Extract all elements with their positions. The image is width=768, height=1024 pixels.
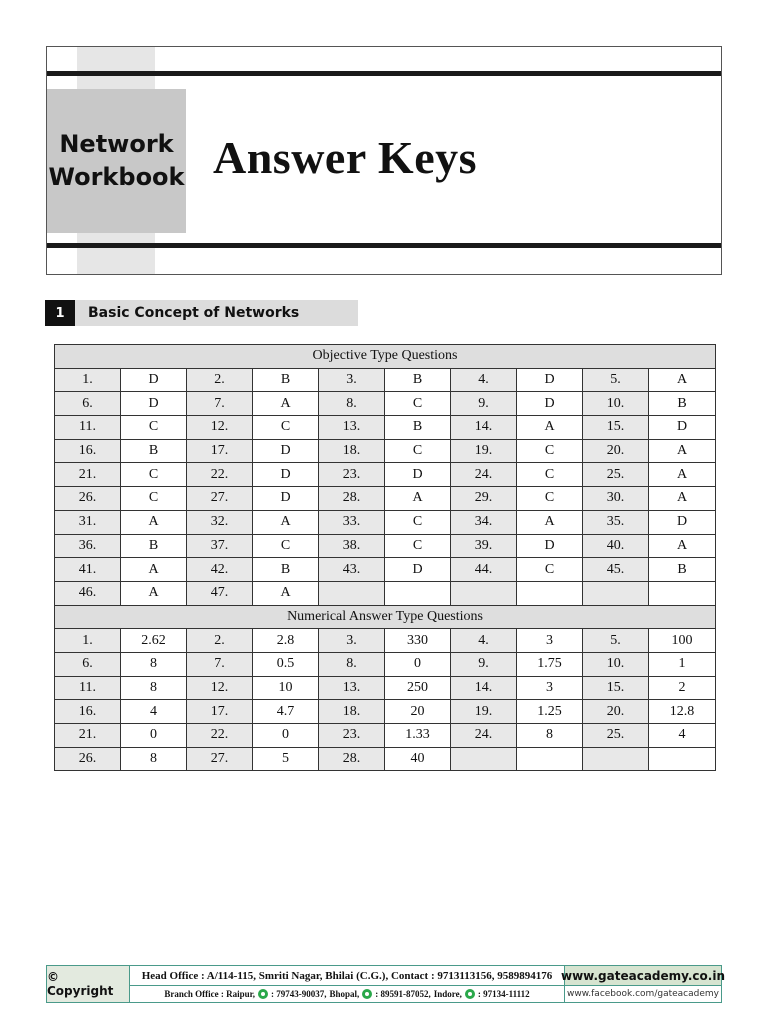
answer-value: C (385, 392, 451, 416)
answer-value: A (253, 510, 319, 534)
answer-value: A (649, 487, 716, 511)
answer-value: 4 (649, 724, 716, 748)
question-number: 12. (187, 416, 253, 440)
answer-value (649, 747, 716, 771)
answer-value: 2.8 (253, 629, 319, 653)
question-number: 15. (583, 416, 649, 440)
question-number: 8. (319, 652, 385, 676)
question-number (451, 747, 517, 771)
question-number: 16. (55, 439, 121, 463)
answer-value: B (253, 368, 319, 392)
question-number: 16. (55, 700, 121, 724)
answer-value: 40 (385, 747, 451, 771)
question-number: 27. (187, 487, 253, 511)
answer-value: C (385, 510, 451, 534)
question-number: 34. (451, 510, 517, 534)
answer-value: 1.75 (517, 652, 583, 676)
answer-value: 330 (385, 629, 451, 653)
answer-value: 12.8 (649, 700, 716, 724)
question-number: 20. (583, 700, 649, 724)
question-number: 39. (451, 534, 517, 558)
answer-value: D (121, 368, 187, 392)
answer-value: A (649, 368, 716, 392)
question-number: 27. (187, 747, 253, 771)
question-number: 3. (319, 368, 385, 392)
question-number: 21. (55, 724, 121, 748)
table-row (55, 416, 716, 440)
question-number: 41. (55, 558, 121, 582)
question-number: 28. (319, 487, 385, 511)
answer-value: C (121, 416, 187, 440)
answer-value: 5 (253, 747, 319, 771)
question-number: 14. (451, 416, 517, 440)
answer-value: A (385, 487, 451, 511)
answer-value: 8 (121, 676, 187, 700)
answer-value: D (649, 416, 716, 440)
question-number: 7. (187, 652, 253, 676)
question-number: 28. (319, 747, 385, 771)
question-number: 33. (319, 510, 385, 534)
answer-value: A (121, 510, 187, 534)
answer-value: 0 (385, 652, 451, 676)
answer-value: D (253, 463, 319, 487)
question-number (451, 581, 517, 605)
question-number: 36. (55, 534, 121, 558)
question-number: 13. (319, 676, 385, 700)
question-number (583, 747, 649, 771)
answer-value: 8 (517, 724, 583, 748)
question-number: 8. (319, 392, 385, 416)
answer-value: B (649, 558, 716, 582)
question-number: 17. (187, 439, 253, 463)
question-number: 10. (583, 652, 649, 676)
answer-value: D (517, 534, 583, 558)
question-number: 9. (451, 392, 517, 416)
chapter-header (46, 46, 722, 275)
question-number: 4. (451, 629, 517, 653)
table-row (55, 439, 716, 463)
answer-value (649, 581, 716, 605)
question-number: 13. (319, 416, 385, 440)
answer-value: C (121, 463, 187, 487)
whatsapp-icon (465, 989, 475, 999)
whatsapp-icon (258, 989, 268, 999)
header-rule-top (47, 71, 721, 76)
answer-value: A (121, 581, 187, 605)
question-number: 17. (187, 700, 253, 724)
table-row (55, 700, 716, 724)
question-number: 1. (55, 368, 121, 392)
question-number: 25. (583, 463, 649, 487)
question-number: 10. (583, 392, 649, 416)
question-number: 3. (319, 629, 385, 653)
answer-value: 2.62 (121, 629, 187, 653)
answer-value: A (253, 392, 319, 416)
question-number (319, 581, 385, 605)
table-row (55, 534, 716, 558)
answer-value: 250 (385, 676, 451, 700)
answer-value: D (517, 392, 583, 416)
header-rule-bottom (47, 243, 721, 248)
answer-value: C (385, 439, 451, 463)
answer-value: B (253, 558, 319, 582)
answer-value: C (517, 487, 583, 511)
table-row (55, 747, 716, 771)
answer-value: 1 (649, 652, 716, 676)
branch-office-line (130, 986, 564, 1002)
branch-label: Branch Office : Raipur, (164, 989, 256, 999)
answer-value: D (385, 463, 451, 487)
answer-value: D (253, 439, 319, 463)
workbook-line-2: Workbook (48, 163, 185, 191)
head-office-text: Head Office : A/114-115, Smriti Nagar, Bhilai (C.G.), Contact : 9713113156, 9589894176 (130, 966, 564, 986)
question-number: 7. (187, 392, 253, 416)
answer-value: 0.5 (253, 652, 319, 676)
question-number: 35. (583, 510, 649, 534)
question-number: 20. (583, 439, 649, 463)
answer-value: C (385, 534, 451, 558)
question-number: 23. (319, 463, 385, 487)
answer-value: 20 (385, 700, 451, 724)
answer-value: 1.33 (385, 724, 451, 748)
question-number: 6. (55, 392, 121, 416)
table-row (55, 510, 716, 534)
question-number: 22. (187, 463, 253, 487)
answer-value: 100 (649, 629, 716, 653)
answer-value: D (385, 558, 451, 582)
answer-value: B (121, 534, 187, 558)
footer-links (561, 966, 726, 1002)
question-number: 47. (187, 581, 253, 605)
workbook-label-block (47, 89, 186, 233)
answer-value (517, 747, 583, 771)
table-row (55, 558, 716, 582)
answer-value: A (649, 463, 716, 487)
question-number: 18. (319, 439, 385, 463)
answer-value: D (517, 368, 583, 392)
answer-value: D (253, 487, 319, 511)
question-number: 2. (187, 368, 253, 392)
question-number: 15. (583, 676, 649, 700)
bhopal-label: Bhopal, (329, 989, 360, 999)
question-number: 42. (187, 558, 253, 582)
answer-value: 4 (121, 700, 187, 724)
table-row (55, 487, 716, 511)
question-number: 5. (583, 368, 649, 392)
answer-value: 3 (517, 629, 583, 653)
answer-value: C (121, 487, 187, 511)
answer-value (517, 581, 583, 605)
table-row (55, 463, 716, 487)
question-number: 40. (583, 534, 649, 558)
answer-value: 0 (253, 724, 319, 748)
raipur-phone: : 79743-90037, (271, 989, 327, 999)
footer-contact (130, 966, 564, 1002)
question-number: 45. (583, 558, 649, 582)
answer-value: C (517, 439, 583, 463)
answer-value: 3 (517, 676, 583, 700)
whatsapp-icon (362, 989, 372, 999)
table-caption: Numerical Answer Type Questions (55, 605, 716, 629)
question-number: 9. (451, 652, 517, 676)
table-row (55, 368, 716, 392)
answer-value: C (253, 534, 319, 558)
answer-value: A (517, 416, 583, 440)
answer-value: A (517, 510, 583, 534)
answer-value: 8 (121, 652, 187, 676)
table-row (55, 392, 716, 416)
question-number: 21. (55, 463, 121, 487)
table-caption-row (55, 345, 716, 369)
question-number: 26. (55, 747, 121, 771)
answer-value: D (649, 510, 716, 534)
question-number: 11. (55, 416, 121, 440)
question-number: 46. (55, 581, 121, 605)
table-caption: Objective Type Questions (55, 345, 716, 369)
answer-value: A (649, 439, 716, 463)
section-heading (45, 300, 358, 326)
answer-value: B (649, 392, 716, 416)
answer-value: 8 (121, 747, 187, 771)
answer-value: A (649, 534, 716, 558)
question-number: 38. (319, 534, 385, 558)
question-number: 12. (187, 676, 253, 700)
answer-value: 10 (253, 676, 319, 700)
question-number: 2. (187, 629, 253, 653)
answer-value: 0 (121, 724, 187, 748)
answer-value: D (121, 392, 187, 416)
question-number (583, 581, 649, 605)
question-number: 1. (55, 629, 121, 653)
table-row (55, 652, 716, 676)
website-link[interactable]: www.gateacademy.co.in (565, 966, 721, 986)
answer-value: B (385, 368, 451, 392)
page-title: Answer Keys (213, 132, 478, 183)
indore-label: Indore, (433, 989, 462, 999)
question-number: 11. (55, 676, 121, 700)
question-number: 14. (451, 676, 517, 700)
question-number: 25. (583, 724, 649, 748)
question-number: 26. (55, 487, 121, 511)
question-number: 22. (187, 724, 253, 748)
question-number: 19. (451, 439, 517, 463)
answer-value: A (253, 581, 319, 605)
question-number: 32. (187, 510, 253, 534)
question-number: 23. (319, 724, 385, 748)
answer-value: 1.25 (517, 700, 583, 724)
question-number: 29. (451, 487, 517, 511)
answer-key-table (54, 344, 716, 771)
section-number: 1 (45, 300, 75, 326)
table-caption-row (55, 605, 716, 629)
facebook-link[interactable]: www.facebook.com/gateacademy (567, 989, 719, 999)
question-number: 44. (451, 558, 517, 582)
question-number: 24. (451, 463, 517, 487)
question-number: 6. (55, 652, 121, 676)
page-footer (46, 965, 726, 1003)
answer-value: C (253, 416, 319, 440)
question-number: 19. (451, 700, 517, 724)
question-number: 43. (319, 558, 385, 582)
section-title: Basic Concept of Networks (75, 300, 358, 326)
table-row (55, 676, 716, 700)
bhopal-phone: : 89591-87052, (375, 989, 431, 999)
answer-value: C (517, 558, 583, 582)
question-number: 4. (451, 368, 517, 392)
question-number: 18. (319, 700, 385, 724)
question-number: 30. (583, 487, 649, 511)
question-number: 37. (187, 534, 253, 558)
answer-value: 2 (649, 676, 716, 700)
question-number: 31. (55, 510, 121, 534)
answer-value: C (517, 463, 583, 487)
copyright-label: © Copyright (47, 966, 130, 1002)
answer-value (385, 581, 451, 605)
answer-value: A (121, 558, 187, 582)
question-number: 24. (451, 724, 517, 748)
question-number: 5. (583, 629, 649, 653)
answer-value: B (121, 439, 187, 463)
table-row (55, 724, 716, 748)
answer-value: B (385, 416, 451, 440)
workbook-line-1: Network (59, 130, 174, 158)
answer-value: 4.7 (253, 700, 319, 724)
table-row (55, 581, 716, 605)
table-row (55, 629, 716, 653)
indore-phone: : 97134-11112 (477, 989, 530, 999)
